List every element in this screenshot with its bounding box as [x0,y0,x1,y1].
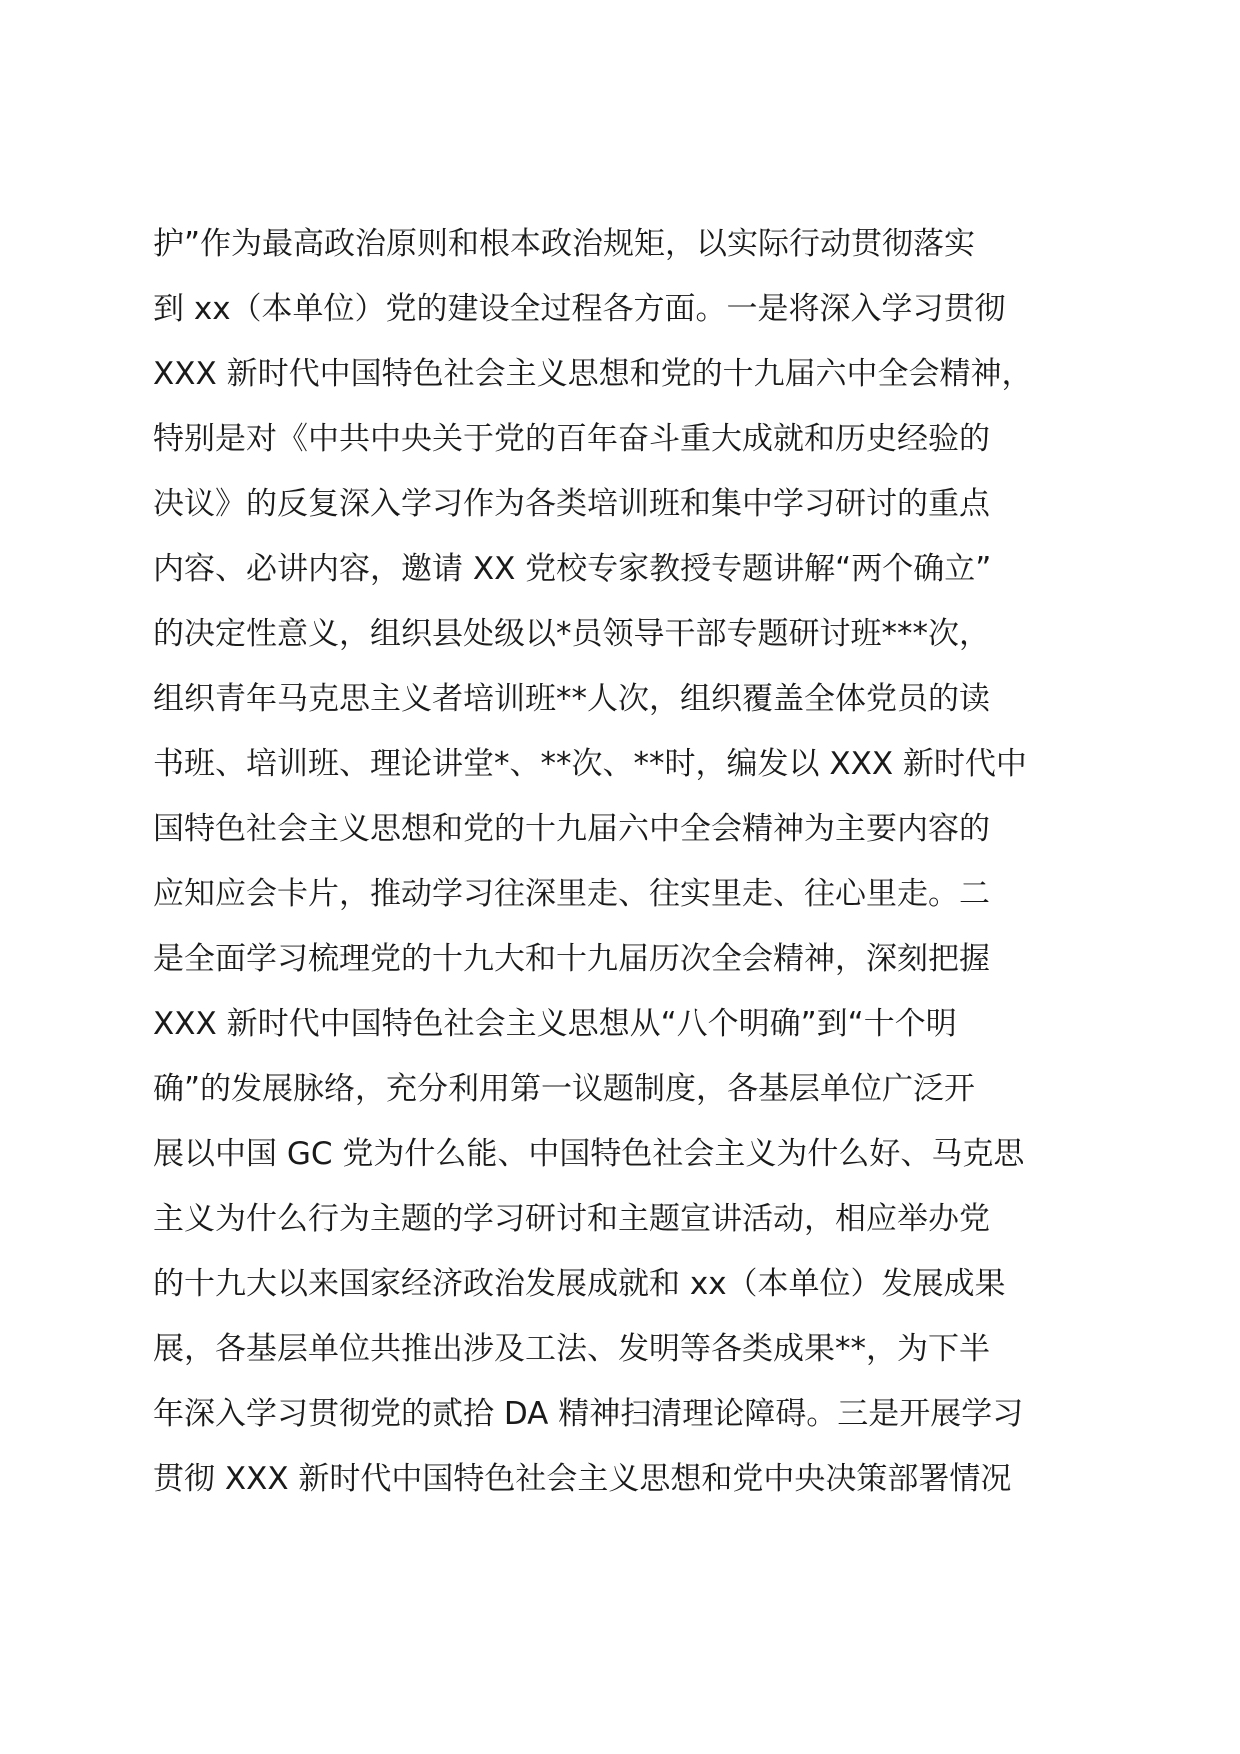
text-line-9: 书班、培训班、理论讲堂*、**次、**时，编发以 XXX 新时代中 [153,746,1027,782]
text-line-20: 贯彻 XXX 新时代中国特色社会主义思想和党中央决策部署情况 [153,1461,1012,1497]
text-line-3: XXX 新时代中国特色社会主义思想和党的十九届六中全会精神， [153,356,1033,392]
text-line-8: 组织青年马克思主义者培训班**人次，组织覆盖全体党员的读 [153,681,990,717]
text-line-6: 内容、必讲内容，邀请 XX 党校专家教授专题讲解“两个确立” [153,551,992,587]
text-line-14: 确”的发展脉络，充分利用第一议题制度，各基层单位广泛开 [153,1071,976,1107]
body-paragraph [153,212,1093,1512]
text-line-19: 年深入学习贯彻党的贰拾 DA 精神扫清理论障碍。三是开展学习 [153,1396,1024,1432]
text-line-15: 展以中国 GC 党为什么能、中国特色社会主义为什么好、马克思 [153,1136,1025,1172]
text-line-13: XXX 新时代中国特色社会主义思想从“八个明确”到“十个明 [153,1006,957,1042]
text-line-11: 应知应会卡片，推动学习往深里走、往实里走、往心里走。二 [153,876,990,912]
text-line-5: 决议》的反复深入学习作为各类培训班和集中学习研讨的重点 [153,486,990,522]
text-line-18: 展，各基层单位共推出涉及工法、发明等各类成果**，为下半 [153,1331,990,1367]
text-line-10: 国特色社会主义思想和党的十九届六中全会精神为主要内容的 [153,811,990,847]
text-line-4: 特别是对《中共中央关于党的百年奋斗重大成就和历史经验的 [153,421,990,457]
text-line-17: 的十九大以来国家经济政治发展成就和 xx（本单位）发展成果 [153,1266,1006,1302]
text-line-16: 主义为什么行为主题的学习研讨和主题宣讲活动，相应举办党 [153,1201,990,1237]
text-line-2: 到 xx（本单位）党的建设全过程各方面。一是将深入学习贯彻 [153,291,1006,327]
text-line-12: 是全面学习梳理党的十九大和十九届历次全会精神，深刻把握 [153,941,990,977]
text-line-7: 的决定性意义，组织县处级以*员领导干部专题研讨班***次， [153,616,990,652]
text-line-1: 护”作为最高政治原则和根本政治规矩，以实际行动贯彻落实 [153,226,976,262]
